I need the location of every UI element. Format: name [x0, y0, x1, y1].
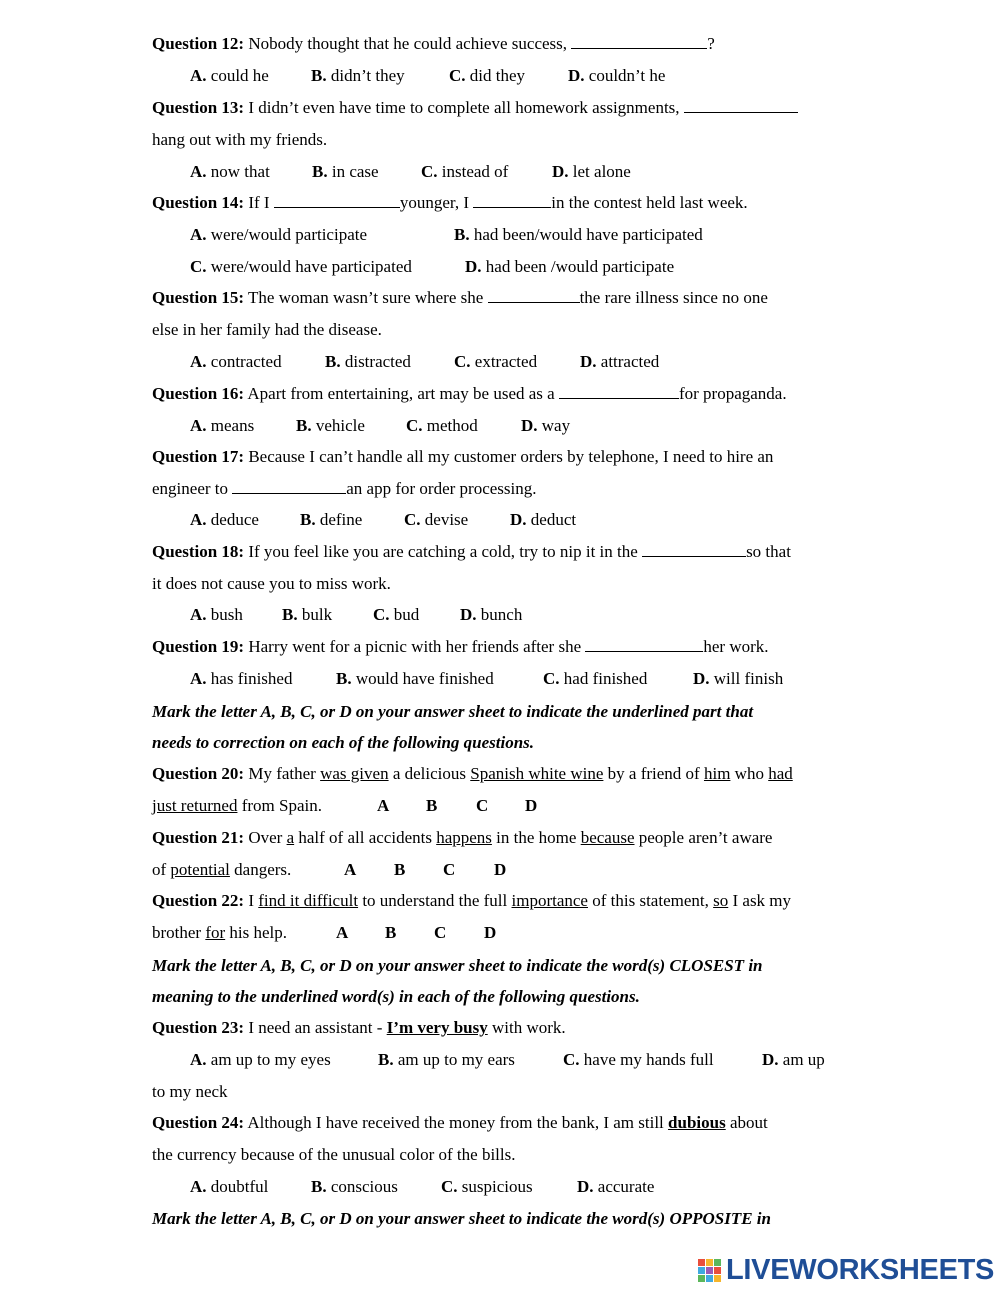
option-a[interactable]: A. bush	[190, 605, 243, 624]
option-c[interactable]: C. had finished	[543, 669, 648, 688]
option-d[interactable]: D. am up	[762, 1050, 825, 1069]
question-text: younger, I	[399, 193, 474, 212]
text: by a friend of	[603, 764, 704, 783]
instruction-closest-line2: meaning to the underlined word(s) in each of the following questions.	[152, 987, 640, 1006]
question-text: her work.	[703, 637, 769, 656]
underlined-part-d-cont[interactable]: just returned	[152, 796, 238, 815]
question-text-end: ?	[707, 34, 715, 53]
option-c[interactable]: C. were/would have participated	[190, 257, 412, 276]
question-22	[152, 890, 791, 912]
answer-blank[interactable]	[232, 478, 346, 494]
underlined-part-a[interactable]: was given	[320, 764, 389, 783]
option-c[interactable]: C. devise	[404, 510, 469, 529]
option-c[interactable]: C. have my hands full	[563, 1050, 714, 1069]
option-c[interactable]: C. did they	[449, 66, 526, 85]
option-d[interactable]: D. let alone	[552, 162, 631, 181]
option-a[interactable]: A. has finished	[190, 669, 293, 688]
option-b[interactable]: B. define	[300, 510, 363, 529]
question-text: for propaganda.	[678, 384, 787, 403]
underlined-part-c[interactable]: him	[703, 764, 731, 783]
underlined-part-c[interactable]: so	[713, 891, 729, 910]
question-15	[152, 287, 768, 309]
option-a[interactable]: A. now that	[190, 162, 270, 181]
question-19	[152, 636, 769, 658]
question-text: If you feel like you are catching a cold, try to nip it in the	[248, 542, 643, 561]
option-b[interactable]: B. vehicle	[296, 416, 365, 435]
answer-blank[interactable]	[642, 541, 746, 557]
text: with work.	[487, 1018, 566, 1037]
option-c[interactable]: C. extracted	[454, 352, 538, 371]
question-text: Because I can’t handle all my customer orders by telephone, I need to hire an	[248, 447, 774, 466]
underlined-part-b[interactable]: importance	[511, 891, 588, 910]
underlined-part-a[interactable]: a	[286, 828, 295, 847]
question-24-line2: the currency because of the unusual color of the bills.	[152, 1145, 516, 1164]
option-b[interactable]: B. am up to my ears	[378, 1050, 515, 1069]
text: Over	[248, 828, 287, 847]
text: I need an assistant -	[248, 1018, 387, 1037]
question-text: engineer to	[152, 479, 233, 498]
underlined-phrase: Spanish white wine	[470, 764, 604, 783]
option-b[interactable]: B. had been/would have participated	[454, 225, 703, 244]
text: Although I have received the money from the bank, I am still	[247, 1113, 669, 1132]
question-text: The woman wasn’t sure where she	[248, 288, 488, 307]
letter-c[interactable]: C	[476, 796, 489, 815]
question-text: If I	[248, 193, 274, 212]
letter-b[interactable]: B	[426, 796, 438, 815]
answer-blank[interactable]	[684, 97, 798, 113]
option-c[interactable]: C. instead of	[421, 162, 509, 181]
question-text: I didn’t even have time to complete all homework assignments,	[248, 98, 684, 117]
option-a[interactable]: A. were/would participate	[190, 225, 368, 244]
question-23-option-d-cont: to my neck	[152, 1082, 228, 1101]
option-b[interactable]: B. distracted	[325, 352, 411, 371]
instruction-error-id-line1: Mark the letter A, B, C, or D on your answer sheet to indicate the underlined part that	[152, 702, 754, 721]
letter-c[interactable]: C	[434, 923, 447, 942]
question-21	[152, 827, 772, 849]
question-text: Harry went for a picnic with her friends after she	[248, 637, 586, 656]
question-22-line2	[152, 922, 497, 944]
question-label: Question 19:	[152, 637, 245, 656]
instruction-opposite-line1: Mark the letter A, B, C, or D on your answer sheet to indicate the word(s) OPPOSITE in	[152, 1209, 771, 1228]
letter-b[interactable]: B	[394, 860, 406, 879]
letter-d[interactable]: D	[525, 796, 538, 815]
option-a[interactable]: A. doubtful	[190, 1177, 269, 1196]
option-d[interactable]: D. way	[521, 416, 571, 435]
option-d[interactable]: D. will finish	[693, 669, 784, 688]
question-17	[152, 446, 773, 468]
question-label: Question 16:	[152, 384, 245, 403]
text: of	[152, 860, 171, 879]
underlined-target: dubious	[668, 1113, 726, 1132]
option-b[interactable]: B. conscious	[311, 1177, 398, 1196]
option-c[interactable]: C. bud	[373, 605, 420, 624]
option-a[interactable]: A. am up to my eyes	[190, 1050, 331, 1069]
underlined-part-c[interactable]: because	[580, 828, 635, 847]
question-text: the rare illness since no one	[579, 288, 768, 307]
option-b[interactable]: B. didn’t they	[311, 66, 405, 85]
question-20-line2	[152, 795, 538, 817]
answer-blank-2[interactable]	[473, 192, 551, 208]
logo-text: LIVEWORKSHEETS	[726, 1254, 995, 1286]
text: people aren’t aware	[634, 828, 773, 847]
option-d[interactable]: D. bunch	[460, 605, 523, 624]
question-label: Question 20:	[152, 764, 245, 783]
text: his help.	[225, 923, 288, 942]
underlined-part-d[interactable]: for	[205, 923, 226, 942]
option-c[interactable]: C. suspicious	[441, 1177, 533, 1196]
text: dangers.	[229, 860, 292, 879]
text: to understand the full	[358, 891, 512, 910]
question-text: so that	[746, 542, 791, 561]
instruction-closest-line1: Mark the letter A, B, C, or D on your answer sheet to indicate the word(s) CLOSEST in	[152, 956, 763, 975]
logo-grid-icon	[698, 1259, 722, 1283]
text: My father	[248, 764, 321, 783]
option-d[interactable]: D. had been /would participate	[465, 257, 675, 276]
text: in the home	[491, 828, 581, 847]
question-text: in the contest held last week.	[551, 193, 748, 212]
underlined-target: I’m very busy	[386, 1018, 488, 1037]
question-label: Question 23:	[152, 1018, 245, 1037]
answer-blank[interactable]	[571, 33, 707, 49]
question-21-line2	[152, 859, 507, 881]
letter-d[interactable]: D	[494, 860, 507, 879]
question-text: an app for order processing.	[346, 479, 537, 498]
text: about	[725, 1113, 768, 1132]
text: I	[248, 891, 259, 910]
option-b[interactable]: B. bulk	[282, 605, 333, 624]
question-18	[152, 541, 791, 563]
question-label: Question 22:	[152, 891, 245, 910]
answer-blank[interactable]	[488, 287, 580, 303]
option-a[interactable]: A. could he	[190, 66, 269, 85]
question-18-line2: it does not cause you to miss work.	[152, 574, 391, 593]
question-23	[152, 1017, 566, 1039]
underlined-part-b[interactable]: happens	[436, 828, 492, 847]
option-d[interactable]: D. deduct	[510, 510, 577, 529]
letter-d[interactable]: D	[484, 923, 497, 942]
letter-a[interactable]: A	[336, 923, 349, 942]
option-d[interactable]: D. accurate	[577, 1177, 655, 1196]
letter-a[interactable]: A	[344, 860, 357, 879]
question-label: Question 13:	[152, 98, 245, 117]
question-16	[152, 383, 787, 405]
question-label: Question 12:	[152, 34, 245, 53]
question-label: Question 14:	[152, 193, 245, 212]
question-text: Apart from entertaining, art may be used as a	[247, 384, 559, 403]
text: a delicious	[388, 764, 471, 783]
option-d[interactable]: D. couldn’t he	[568, 66, 666, 85]
question-14	[152, 192, 748, 214]
option-b[interactable]: B. would have finished	[336, 669, 494, 688]
underlined-part-d[interactable]: had	[768, 764, 793, 783]
question-13-line2: hang out with my friends.	[152, 130, 328, 149]
question-13	[152, 97, 798, 119]
text: of this statement,	[587, 891, 714, 910]
text: half of all accidents	[294, 828, 437, 847]
letter-a[interactable]: A	[377, 796, 390, 815]
question-label: Question 24:	[152, 1113, 245, 1132]
question-label: Question 21:	[152, 828, 245, 847]
question-text: Nobody thought that he could achieve success,	[248, 34, 572, 53]
option-a[interactable]: A. means	[190, 416, 255, 435]
option-a[interactable]: A. contracted	[190, 352, 282, 371]
answer-blank-1[interactable]	[274, 192, 400, 208]
instruction-error-id-line2: needs to correction on each of the following questions.	[152, 733, 535, 752]
underlined-part-a[interactable]: find it difficult	[258, 891, 359, 910]
underlined-part-d[interactable]: potential	[170, 860, 230, 879]
option-b[interactable]: B. in case	[312, 162, 379, 181]
question-label: Question 17:	[152, 447, 245, 466]
answer-blank[interactable]	[585, 636, 703, 652]
text: I ask my	[728, 891, 792, 910]
question-label: Question 18:	[152, 542, 245, 561]
question-12	[152, 33, 715, 55]
text: brother	[152, 923, 206, 942]
option-a[interactable]: A. deduce	[190, 510, 259, 529]
answer-blank[interactable]	[559, 383, 679, 399]
letter-c[interactable]: C	[443, 860, 456, 879]
question-label: Question 15:	[152, 288, 245, 307]
text: from Spain.	[237, 796, 322, 815]
question-15-line2: else in her family had the disease.	[152, 320, 382, 339]
question-24	[152, 1112, 768, 1134]
letter-b[interactable]: B	[385, 923, 397, 942]
question-20	[152, 763, 793, 785]
option-c[interactable]: C. method	[406, 416, 478, 435]
question-17-line2	[152, 478, 537, 500]
option-d[interactable]: D. attracted	[580, 352, 660, 371]
text: who	[730, 764, 769, 783]
